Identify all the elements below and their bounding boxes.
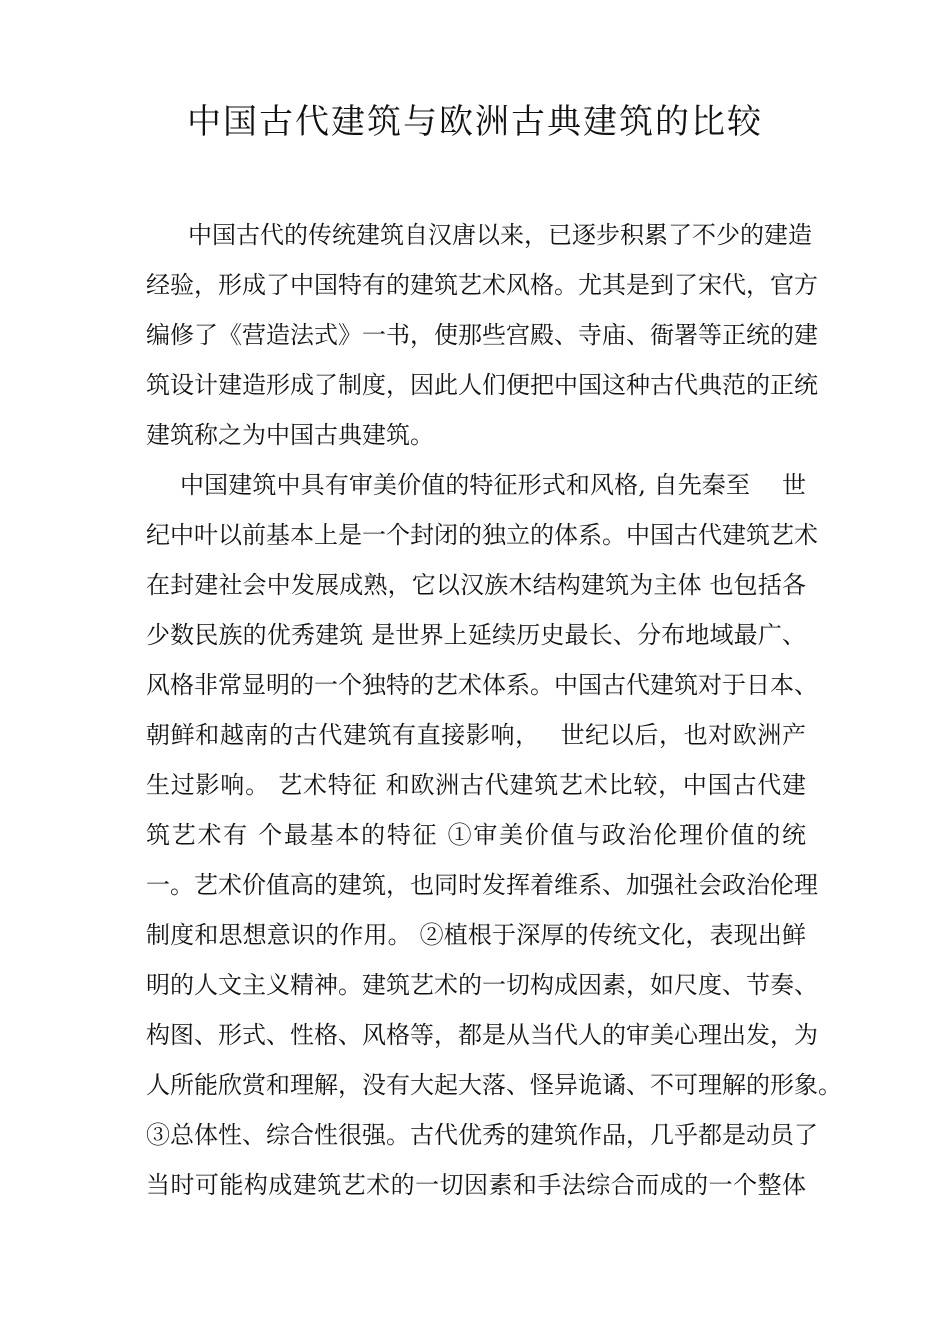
document-title: 中国古代建筑与欧洲古典建筑的比较 [187,102,763,142]
paragraph-line: 中国古代的传统建筑自汉唐以来，已逐步积累了不少的建造 [188,221,812,249]
paragraph-line: 在封建社会中发展成熟，它以汉族木结构建筑为主体 也包括各 [146,571,806,599]
paragraph-line: ③总体性、综合性很强。古代优秀的建筑作品，几乎都是动员了 [146,1121,818,1149]
paragraph-line: 少数民族的优秀建筑 是世界上延续历史最长、分布地域最广、 [146,621,806,649]
paragraph-line: 中国建筑中具有审美价值的特征形式和风格, 自先秦至 世 [180,471,806,499]
paragraph-line: 纪中叶以前基本上是一个封闭的独立的体系。中国古代建筑艺术 [146,521,818,549]
paragraph-line: 构图、形式、性格、风格等，都是从当代人的审美心理出发，为 [146,1021,818,1049]
paragraph-line: 明的人文主义精神。建筑艺术的一切构成因素，如尺度、节奏、 [146,971,818,999]
paragraph-line: 人所能欣赏和理解，没有大起大落、怪异诡谲、不可理解的形象。 [146,1071,842,1099]
paragraph-line: 筑设计建造形成了制度，因此人们便把中国这种古代典范的正统 [146,371,818,399]
paragraph-line: 生过影响。 艺术特征 和欧洲古代建筑艺术比较，中国古代建 [146,771,806,799]
paragraph-line: 编修了《营造法式》一书，使那些宫殿、寺庙、衙署等正统的建 [146,321,818,349]
paragraph-line: 建筑称之为中国古典建筑。 [146,421,434,449]
paragraph-line: 筑艺术有 个最基本的特征 ①审美价值与政治伦理价值的统 [146,821,806,849]
paragraph-line: 一。艺术价值高的建筑，也同时发挥着维系、加强社会政治伦理 [146,871,818,899]
paragraph-line: 风格非常显明的一个独特的艺术体系。中国古代建筑对于日本、 [146,671,818,699]
paragraph-line: 当时可能构成建筑艺术的一切因素和手法综合而成的一个整体 [146,1171,806,1199]
paragraph-line: 制度和思想意识的作用。 ②植根于深厚的传统文化，表现出鲜 [146,921,806,949]
paragraph-line: 朝鲜和越南的古代建筑有直接影响， 世纪以后，也对欧洲产 [146,721,806,749]
paragraph-line: 经验，形成了中国特有的建筑艺术风格。尤其是到了宋代，官方 [146,271,818,299]
